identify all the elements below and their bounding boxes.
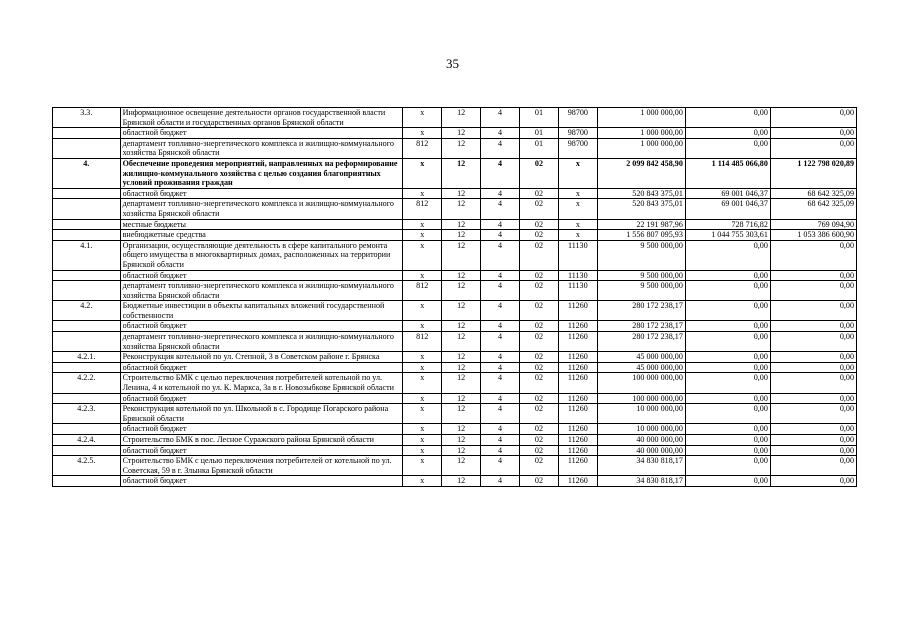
code-direction: х [558, 158, 597, 188]
code-direction: 11260 [558, 456, 597, 476]
amount-year-3: 0,00 [770, 108, 856, 128]
row-number: 4.1. [53, 240, 121, 270]
item-name: Строительство БМК в пос. Лесное Суражского района Брянской области [120, 435, 403, 446]
code-program: 02 [519, 404, 558, 424]
amount-year-1: 1 000 000,00 [597, 138, 685, 158]
table-row [53, 424, 857, 435]
amount-year-1: 280 172 238,17 [597, 321, 685, 332]
row-number: 4.2.3. [53, 404, 121, 424]
code-section: 12 [442, 281, 481, 301]
table-row [53, 138, 857, 158]
code-program: 01 [519, 138, 558, 158]
code-program: 02 [519, 321, 558, 332]
code-subsection: 4 [481, 281, 520, 301]
code-section: 12 [442, 332, 481, 352]
code-direction: 11260 [558, 435, 597, 446]
code-program: 02 [519, 230, 558, 241]
amount-year-2: 69 001 046,37 [685, 188, 770, 199]
row-number [53, 424, 121, 435]
code-section: 12 [442, 188, 481, 199]
amount-year-1: 10 000 000,00 [597, 404, 685, 424]
amount-year-2: 0,00 [685, 435, 770, 446]
row-number [53, 445, 121, 456]
row-number: 4.2.2. [53, 373, 121, 393]
code-section: 12 [442, 362, 481, 373]
code-program: 01 [519, 108, 558, 128]
code-subsection: 4 [481, 240, 520, 270]
code-section: 12 [442, 321, 481, 332]
code-admin: х [403, 352, 442, 363]
amount-year-3: 0,00 [770, 352, 856, 363]
code-program: 02 [519, 332, 558, 352]
row-number: 4.2.5. [53, 456, 121, 476]
code-direction: х [558, 199, 597, 219]
amount-year-3: 68 642 325,09 [770, 188, 856, 199]
amount-year-1: 280 172 238,17 [597, 301, 685, 321]
table-row [53, 373, 857, 393]
amount-year-2: 0,00 [685, 240, 770, 270]
code-subsection: 4 [481, 445, 520, 456]
amount-year-3: 0,00 [770, 373, 856, 393]
amount-year-3: 1 053 386 600,90 [770, 230, 856, 241]
code-admin: х [403, 158, 442, 188]
code-direction: 11130 [558, 240, 597, 270]
code-direction: 98700 [558, 108, 597, 128]
amount-year-3: 0,00 [770, 476, 856, 487]
amount-year-1: 22 191 987,96 [597, 219, 685, 230]
table-row [53, 128, 857, 139]
item-name: Строительство БМК с целью переключения потребителей котельной по ул. Ленина, 4 и котельной по ул. К. Маркса, 3а в г. Новозыбкове Брянской области [120, 373, 403, 393]
amount-year-3: 0,00 [770, 456, 856, 476]
code-program: 02 [519, 199, 558, 219]
code-admin: х [403, 240, 442, 270]
code-subsection: 4 [481, 424, 520, 435]
code-subsection: 4 [481, 230, 520, 241]
code-program: 02 [519, 281, 558, 301]
table-row [53, 158, 857, 188]
code-admin: х [403, 445, 442, 456]
item-name: Реконструкция котельной по ул. Школьной в с. Городище Погарского района Брянской области [120, 404, 403, 424]
row-number [53, 393, 121, 404]
amount-year-1: 34 830 818,17 [597, 476, 685, 487]
code-admin: 812 [403, 281, 442, 301]
code-subsection: 4 [481, 138, 520, 158]
code-direction: 11260 [558, 445, 597, 456]
table-row [53, 456, 857, 476]
amount-year-3: 0,00 [770, 332, 856, 352]
code-admin: х [403, 373, 442, 393]
amount-year-2: 69 001 046,37 [685, 199, 770, 219]
amount-year-2: 0,00 [685, 362, 770, 373]
row-number [53, 230, 121, 241]
item-name: Бюджетные инвестиции в объекты капитальных вложений государственной собственности [120, 301, 403, 321]
row-number [53, 128, 121, 139]
amount-year-1: 1 556 807 095,93 [597, 230, 685, 241]
code-admin: х [403, 321, 442, 332]
table-row [53, 362, 857, 373]
code-subsection: 4 [481, 199, 520, 219]
code-section: 12 [442, 108, 481, 128]
code-subsection: 4 [481, 435, 520, 446]
code-admin: х [403, 128, 442, 139]
amount-year-1: 45 000 000,00 [597, 352, 685, 363]
code-subsection: 4 [481, 128, 520, 139]
table-row [53, 445, 857, 456]
row-number: 4.2.1. [53, 352, 121, 363]
code-subsection: 4 [481, 219, 520, 230]
code-admin: х [403, 108, 442, 128]
code-section: 12 [442, 373, 481, 393]
row-number: 3.3. [53, 108, 121, 128]
amount-year-2: 0,00 [685, 138, 770, 158]
code-section: 12 [442, 393, 481, 404]
budget-table [52, 107, 857, 487]
amount-year-1: 9 500 000,00 [597, 270, 685, 281]
code-program: 02 [519, 435, 558, 446]
code-direction: 11260 [558, 424, 597, 435]
item-name: областной бюджет [120, 128, 403, 139]
item-name: департамент топливно-энергетического комплекса и жилищно-коммунального хозяйства Брянской области [120, 199, 403, 219]
table-row [53, 435, 857, 446]
table-body [53, 108, 857, 487]
amount-year-2: 0,00 [685, 373, 770, 393]
code-program: 02 [519, 373, 558, 393]
amount-year-2: 0,00 [685, 108, 770, 128]
amount-year-2: 0,00 [685, 476, 770, 487]
item-name: областной бюджет [120, 321, 403, 332]
code-section: 12 [442, 301, 481, 321]
row-number [53, 270, 121, 281]
code-admin: х [403, 404, 442, 424]
code-subsection: 4 [481, 393, 520, 404]
code-admin: 812 [403, 332, 442, 352]
amount-year-3: 0,00 [770, 393, 856, 404]
code-admin: х [403, 362, 442, 373]
table-row [53, 188, 857, 199]
row-number: 4.2. [53, 301, 121, 321]
code-direction: 11130 [558, 270, 597, 281]
amount-year-1: 280 172 238,17 [597, 332, 685, 352]
code-section: 12 [442, 219, 481, 230]
code-section: 12 [442, 476, 481, 487]
amount-year-2: 0,00 [685, 424, 770, 435]
table-row [53, 108, 857, 128]
row-number: 4.2.4. [53, 435, 121, 446]
page-number: 35 [446, 56, 459, 71]
code-program: 02 [519, 240, 558, 270]
code-program: 02 [519, 362, 558, 373]
amount-year-2: 0,00 [685, 445, 770, 456]
item-name: областной бюджет [120, 393, 403, 404]
code-subsection: 4 [481, 476, 520, 487]
code-direction: 11260 [558, 352, 597, 363]
amount-year-3: 0,00 [770, 362, 856, 373]
amount-year-2: 0,00 [685, 321, 770, 332]
code-subsection: 4 [481, 158, 520, 188]
code-admin: х [403, 230, 442, 241]
code-admin: х [403, 393, 442, 404]
code-subsection: 4 [481, 352, 520, 363]
code-program: 02 [519, 424, 558, 435]
amount-year-2: 0,00 [685, 393, 770, 404]
amount-year-3: 0,00 [770, 281, 856, 301]
code-direction: х [558, 219, 597, 230]
table-row [53, 393, 857, 404]
item-name: Информационное освещение деятельности органов государственной власти Брянской области и государственных органов Брянской области [120, 108, 403, 128]
item-name: областной бюджет [120, 445, 403, 456]
amount-year-2: 0,00 [685, 270, 770, 281]
amount-year-1: 1 000 000,00 [597, 108, 685, 128]
amount-year-1: 2 099 842 458,90 [597, 158, 685, 188]
amount-year-3: 0,00 [770, 321, 856, 332]
table-row [53, 240, 857, 270]
code-section: 12 [442, 424, 481, 435]
table-row [53, 301, 857, 321]
amount-year-1: 40 000 000,00 [597, 445, 685, 456]
table-row [53, 199, 857, 219]
code-admin: х [403, 270, 442, 281]
code-direction: 11260 [558, 321, 597, 332]
item-name: Реконструкция котельной по ул. Степной, 3 в Советском районе г. Брянска [120, 352, 403, 363]
code-admin: 812 [403, 138, 442, 158]
item-name: внебюджетные средства [120, 230, 403, 241]
code-subsection: 4 [481, 188, 520, 199]
row-number [53, 281, 121, 301]
row-number [53, 138, 121, 158]
code-direction: х [558, 230, 597, 241]
table-row [53, 321, 857, 332]
code-section: 12 [442, 230, 481, 241]
amount-year-1: 40 000 000,00 [597, 435, 685, 446]
code-program: 02 [519, 219, 558, 230]
amount-year-2: 0,00 [685, 128, 770, 139]
code-program: 02 [519, 445, 558, 456]
row-number [53, 362, 121, 373]
item-name: Строительство БМК с целью переключения потребителей от котельной по ул. Советская, 59 в г. Злынка Брянской области [120, 456, 403, 476]
code-subsection: 4 [481, 301, 520, 321]
row-number [53, 476, 121, 487]
table-row [53, 230, 857, 241]
amount-year-2: 728 716,82 [685, 219, 770, 230]
item-name: областной бюджет [120, 270, 403, 281]
table-row [53, 332, 857, 352]
code-section: 12 [442, 158, 481, 188]
code-section: 12 [442, 199, 481, 219]
code-subsection: 4 [481, 362, 520, 373]
code-admin: х [403, 476, 442, 487]
code-admin: 812 [403, 199, 442, 219]
amount-year-2: 0,00 [685, 404, 770, 424]
code-direction: х [558, 188, 597, 199]
code-direction: 11260 [558, 301, 597, 321]
code-direction: 11260 [558, 373, 597, 393]
amount-year-2: 0,00 [685, 456, 770, 476]
amount-year-3: 0,00 [770, 128, 856, 139]
amount-year-2: 1 114 485 066,80 [685, 158, 770, 188]
code-admin: х [403, 424, 442, 435]
amount-year-1: 520 843 375,01 [597, 199, 685, 219]
code-section: 12 [442, 270, 481, 281]
code-direction: 11130 [558, 281, 597, 301]
table-row [53, 281, 857, 301]
table-row [53, 219, 857, 230]
row-number [53, 188, 121, 199]
row-number [53, 321, 121, 332]
amount-year-2: 0,00 [685, 332, 770, 352]
item-name: департамент топливно-энергетического комплекса и жилищно-коммунального хозяйства Брянской области [120, 332, 403, 352]
table-row [53, 404, 857, 424]
amount-year-1: 9 500 000,00 [597, 240, 685, 270]
code-program: 02 [519, 301, 558, 321]
amount-year-3: 769 094,90 [770, 219, 856, 230]
code-program: 01 [519, 128, 558, 139]
code-section: 12 [442, 240, 481, 270]
item-name: областной бюджет [120, 424, 403, 435]
item-name: местные бюджеты [120, 219, 403, 230]
code-section: 12 [442, 404, 481, 424]
code-program: 02 [519, 158, 558, 188]
row-number [53, 219, 121, 230]
code-program: 02 [519, 393, 558, 404]
code-section: 12 [442, 456, 481, 476]
amount-year-1: 100 000 000,00 [597, 393, 685, 404]
table-row [53, 270, 857, 281]
item-name: департамент топливно-энергетического комплекса и жилищно-коммунального хозяйства Брянской области [120, 138, 403, 158]
code-section: 12 [442, 445, 481, 456]
code-subsection: 4 [481, 270, 520, 281]
table-row [53, 476, 857, 487]
code-admin: х [403, 219, 442, 230]
row-number [53, 199, 121, 219]
amount-year-3: 0,00 [770, 138, 856, 158]
amount-year-2: 1 044 755 303,61 [685, 230, 770, 241]
amount-year-3: 0,00 [770, 424, 856, 435]
code-subsection: 4 [481, 456, 520, 476]
code-direction: 11260 [558, 362, 597, 373]
amount-year-2: 0,00 [685, 281, 770, 301]
code-subsection: 4 [481, 373, 520, 393]
code-section: 12 [442, 435, 481, 446]
amount-year-1: 34 830 818,17 [597, 456, 685, 476]
amount-year-3: 0,00 [770, 445, 856, 456]
amount-year-1: 1 000 000,00 [597, 128, 685, 139]
item-name: Обеспечение проведения мероприятий, направленных на реформирование жилищно-коммунального хозяйства с целью создания благоприятных условий проживания граждан [120, 158, 403, 188]
amount-year-1: 9 500 000,00 [597, 281, 685, 301]
code-subsection: 4 [481, 332, 520, 352]
amount-year-3: 0,00 [770, 435, 856, 446]
code-direction: 11260 [558, 476, 597, 487]
amount-year-1: 100 000 000,00 [597, 373, 685, 393]
amount-year-1: 10 000 000,00 [597, 424, 685, 435]
code-admin: х [403, 456, 442, 476]
item-name: Организации, осуществляющие деятельность в сфере капитального ремонта общего имущества в многоквартирных домах, расположенных на территории Брянской области [120, 240, 403, 270]
item-name: областной бюджет [120, 188, 403, 199]
code-direction: 98700 [558, 138, 597, 158]
table-row [53, 352, 857, 363]
amount-year-3: 0,00 [770, 404, 856, 424]
amount-year-3: 0,00 [770, 301, 856, 321]
code-direction: 11260 [558, 393, 597, 404]
code-program: 02 [519, 188, 558, 199]
code-section: 12 [442, 128, 481, 139]
code-program: 02 [519, 352, 558, 363]
row-number: 4. [53, 158, 121, 188]
item-name: областной бюджет [120, 476, 403, 487]
code-subsection: 4 [481, 404, 520, 424]
code-section: 12 [442, 138, 481, 158]
amount-year-2: 0,00 [685, 352, 770, 363]
row-number [53, 332, 121, 352]
code-admin: х [403, 301, 442, 321]
amount-year-3: 0,00 [770, 240, 856, 270]
code-subsection: 4 [481, 108, 520, 128]
code-direction: 11260 [558, 404, 597, 424]
code-program: 02 [519, 456, 558, 476]
amount-year-3: 0,00 [770, 270, 856, 281]
code-direction: 98700 [558, 128, 597, 139]
amount-year-1: 520 843 375,01 [597, 188, 685, 199]
code-direction: 11260 [558, 332, 597, 352]
amount-year-2: 0,00 [685, 301, 770, 321]
amount-year-3: 1 122 798 020,89 [770, 158, 856, 188]
code-subsection: 4 [481, 321, 520, 332]
item-name: областной бюджет [120, 362, 403, 373]
item-name: департамент топливно-энергетического комплекса и жилищно-коммунального хозяйства Брянской области [120, 281, 403, 301]
code-admin: х [403, 435, 442, 446]
code-admin: х [403, 188, 442, 199]
amount-year-1: 45 000 000,00 [597, 362, 685, 373]
code-program: 02 [519, 476, 558, 487]
code-program: 02 [519, 270, 558, 281]
code-section: 12 [442, 352, 481, 363]
amount-year-3: 68 642 325,09 [770, 199, 856, 219]
